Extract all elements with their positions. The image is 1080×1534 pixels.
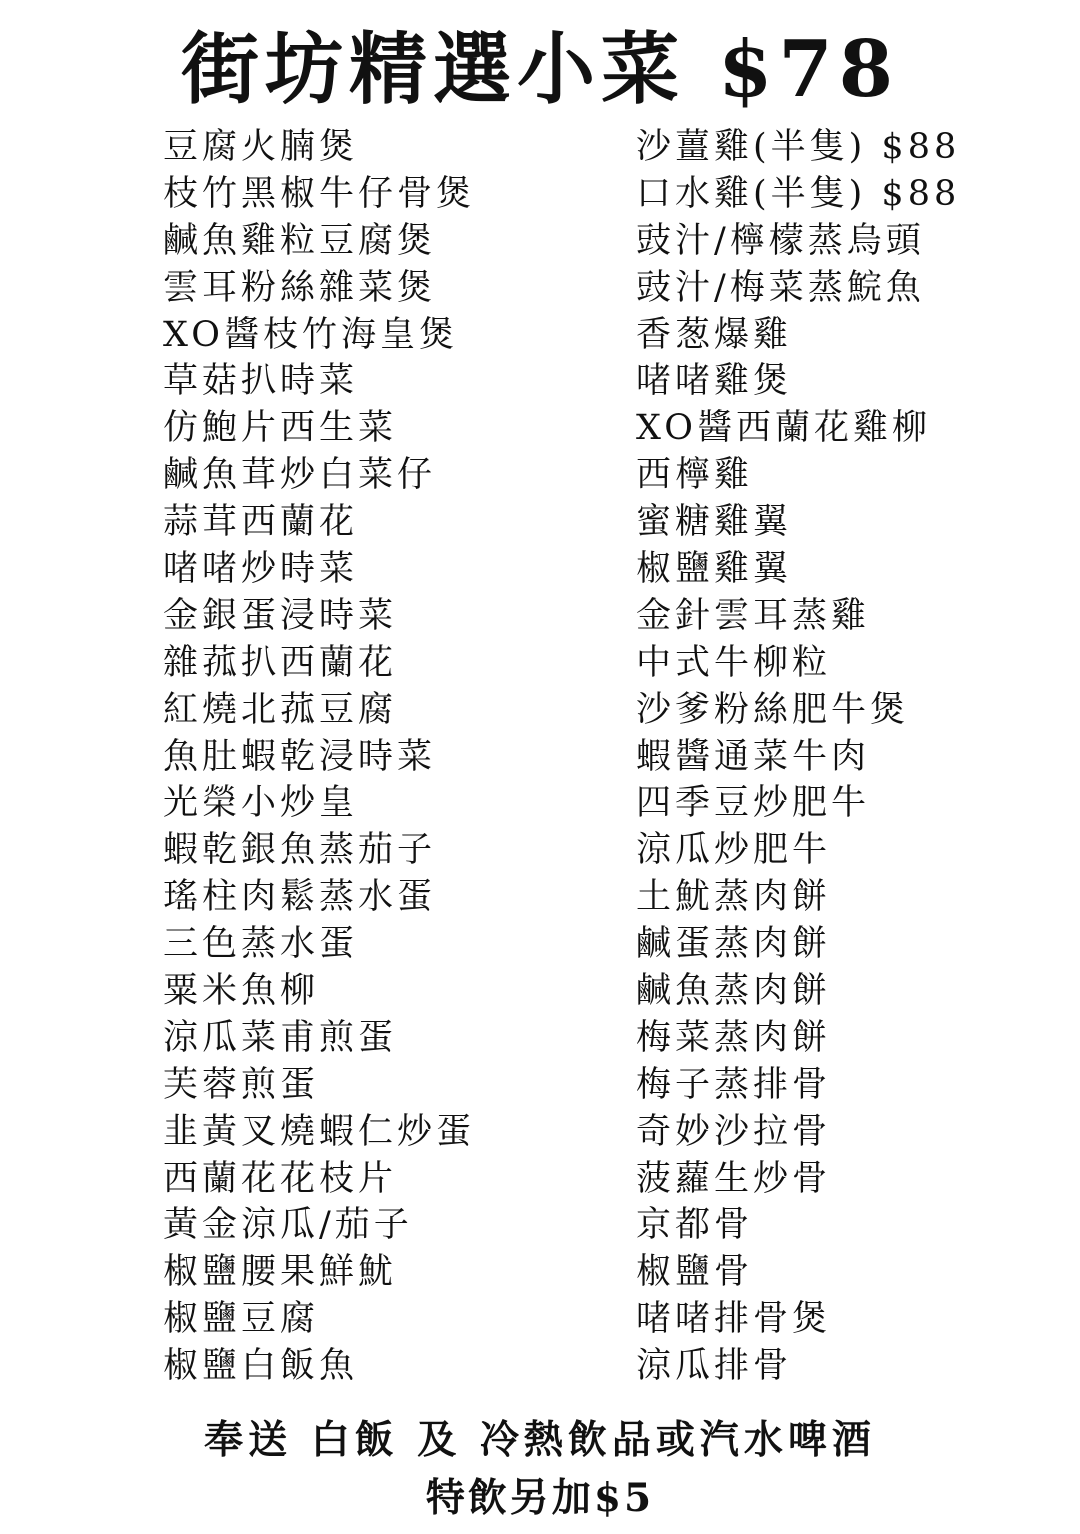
menu-item: 土魷蒸肉餅 [636,877,832,918]
menu-list-left [163,124,583,1390]
menu-item: 金銀蛋浸時菜 [163,595,398,636]
menu-item: 瑤柱肉鬆蒸水蛋 [163,877,437,918]
menu-item: 金針雲耳蒸雞 [636,595,871,636]
menu-item: 梅子蒸排骨 [636,1064,832,1105]
menu-item: 椒鹽骨 [636,1252,754,1293]
menu-item: 鹹魚茸炒白菜仔 [163,455,437,496]
menu-item: 豉汁/梅菜蒸鯇魚 [636,267,925,308]
menu-item: 涼瓜菜甫煎蛋 [163,1017,398,1058]
menu-item: 香葱爆雞 [636,314,793,355]
menu-item: 京都骨 [636,1205,754,1246]
menu-title: 街坊精選小菜 $78 [181,24,899,115]
menu-item: 鹹魚蒸肉餅 [636,971,832,1012]
menu-item: 口水雞(半隻) $88 [636,173,961,214]
menu-item: 梅菜蒸肉餅 [636,1017,832,1058]
menu-item: 芙蓉煎蛋 [163,1064,320,1105]
menu-item: 椒鹽豆腐 [163,1299,320,1340]
menu-item: XO醬西蘭花雞柳 [636,408,931,449]
menu-item: XO醬枝竹海皇煲 [163,314,458,355]
menu-item: 魚肚蝦乾浸時菜 [163,736,437,777]
menu-item: 豉汁/檸檬蒸烏頭 [636,220,925,261]
menu-item: 韭黃叉燒蝦仁炒蛋 [163,1111,476,1152]
menu-item: 蝦乾銀魚蒸茄子 [163,830,437,871]
menu-item: 四季豆炒肥牛 [636,783,871,824]
menu-item: 啫啫炒時菜 [163,549,359,590]
menu-item: 奇妙沙拉骨 [636,1111,832,1152]
menu-item: 蝦醬通菜牛肉 [636,736,871,777]
footer-note: 奉送 白飯 及 冷熱飲品或汽水啤酒 [204,1417,876,1463]
menu-item: 鹹魚雞粒豆腐煲 [163,220,437,261]
menu-item: 涼瓜排骨 [636,1346,793,1387]
menu-item: 椒鹽腰果鮮魷 [163,1252,398,1293]
menu-item: 啫啫排骨煲 [636,1299,832,1340]
menu-item: 椒鹽白飯魚 [163,1346,359,1387]
menu-list-right [636,124,1056,1390]
menu-item: 蜜糖雞翼 [636,502,793,543]
menu-item: 三色蒸水蛋 [163,924,359,965]
menu-item: 蒜茸西蘭花 [163,502,359,543]
menu-item: 西蘭花花枝片 [163,1158,398,1199]
menu-item: 鹹蛋蒸肉餅 [636,924,832,965]
menu-item: 中式牛柳粒 [636,642,832,683]
menu-item: 菠蘿生炒骨 [636,1158,832,1199]
menu-item: 涼瓜炒肥牛 [636,830,832,871]
menu-item: 草菇扒時菜 [163,361,359,402]
menu-item: 仿鮑片西生菜 [163,408,398,449]
menu-item: 紅燒北菰豆腐 [163,689,398,730]
menu-item: 豆腐火腩煲 [163,127,359,167]
menu-item: 枝竹黑椒牛仔骨煲 [163,173,476,214]
menu-item: 粟米魚柳 [163,971,320,1012]
footer-surcharge: 特飲另加$5 [425,1475,655,1521]
menu-item: 啫啫雞煲 [636,361,793,402]
menu-item: 雲耳粉絲雜菜煲 [163,267,437,308]
menu-item: 黃金涼瓜/茄子 [163,1205,413,1246]
menu-item: 光榮小炒皇 [163,783,359,824]
menu-item: 雜菰扒西蘭花 [163,642,398,683]
menu-item: 沙爹粉絲肥牛煲 [636,689,910,730]
menu-item: 西檸雞 [636,455,754,496]
menu-item: 沙薑雞(半隻) $88 [636,127,961,167]
menu-item: 椒鹽雞翼 [636,549,793,590]
